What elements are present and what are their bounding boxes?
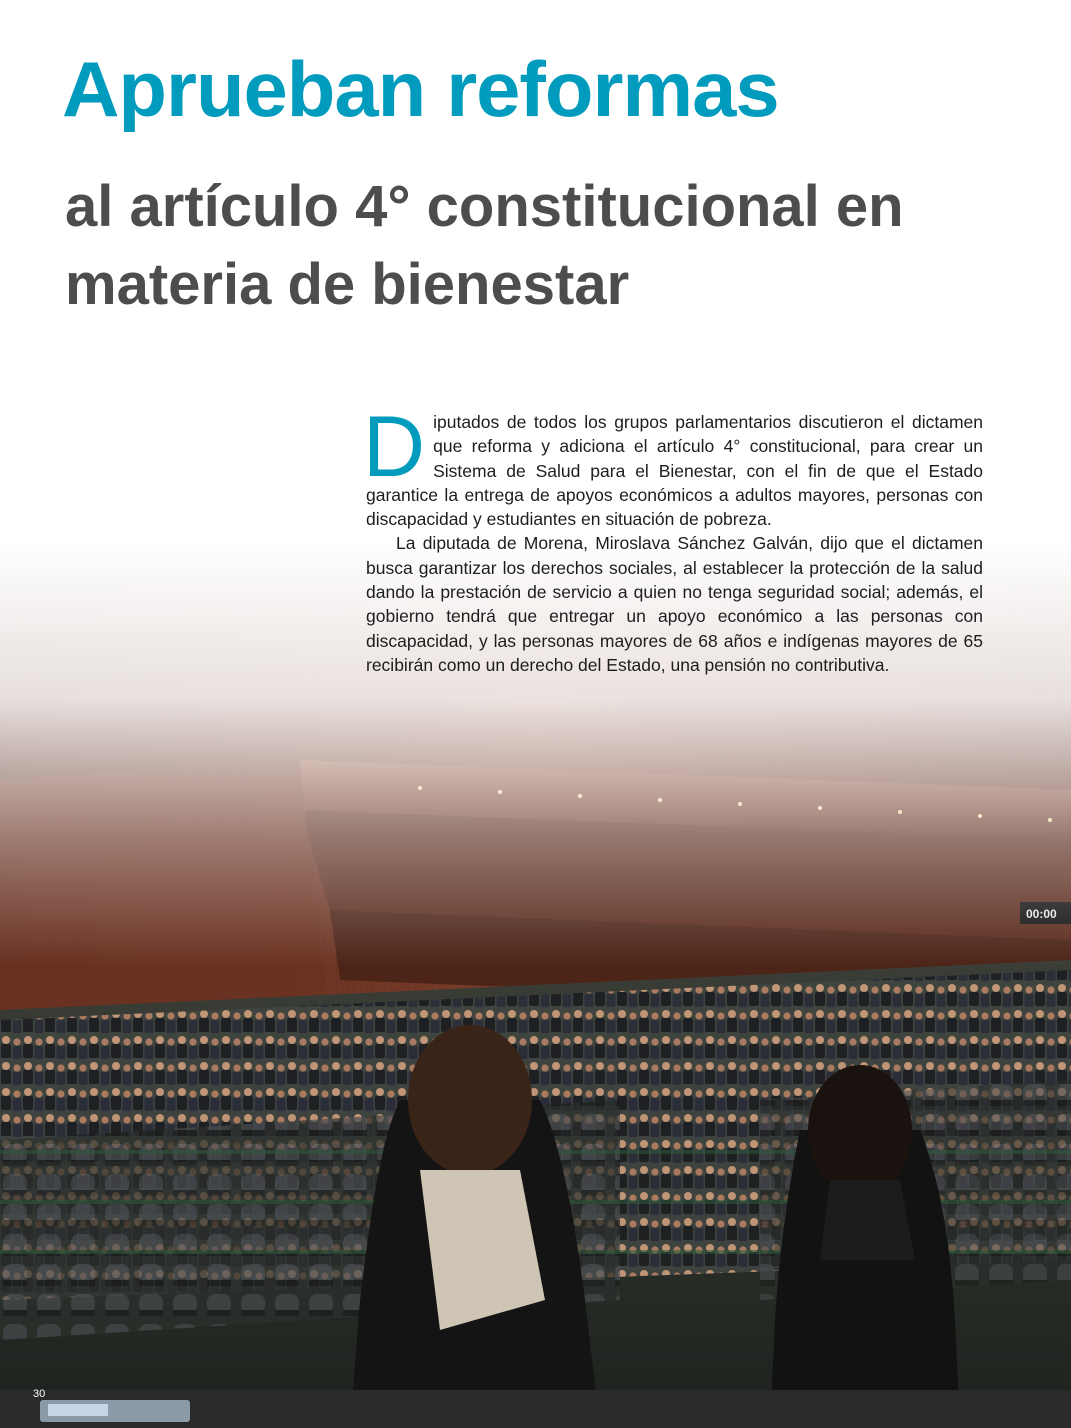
- headline-main: Aprueban reformas: [62, 45, 779, 133]
- article-paragraph-2: La diputada de Morena, Miroslava Sánchez Galván, dijo que el dictamen busca garantizar los derechos sociales, al establecer la protección de la salud dando la prestación de servicio a quien no tenga seguridad social; además, el gobierno tendrá que entregar un apoyo económico a las personas con discapacidad, y las personas mayores de 68 años e indígenas mayores de 65 recibirán como un derecho del Estado, una pensión no contributiva.: [366, 533, 983, 675]
- article-paragraph-1-text: iputados de todos los grupos parlamentarios discutieron el dictamen que reforma y adiciona el artículo 4° constitucional, para crear un Sistema de Salud para el Bienestar, con el fin de que el Estado garantice la entrega de apoyos económicos a adultos mayores, personas con discapacidad y estudiantes en situación de pobreza.: [366, 412, 983, 530]
- page-number: 30: [33, 1388, 46, 1400]
- dropcap: D: [363, 399, 426, 495]
- article-paragraph-1: [363, 399, 983, 531]
- article-body: [363, 399, 983, 677]
- headline-sub: al artículo 4° constitucional en materia de bienestar: [65, 174, 904, 317]
